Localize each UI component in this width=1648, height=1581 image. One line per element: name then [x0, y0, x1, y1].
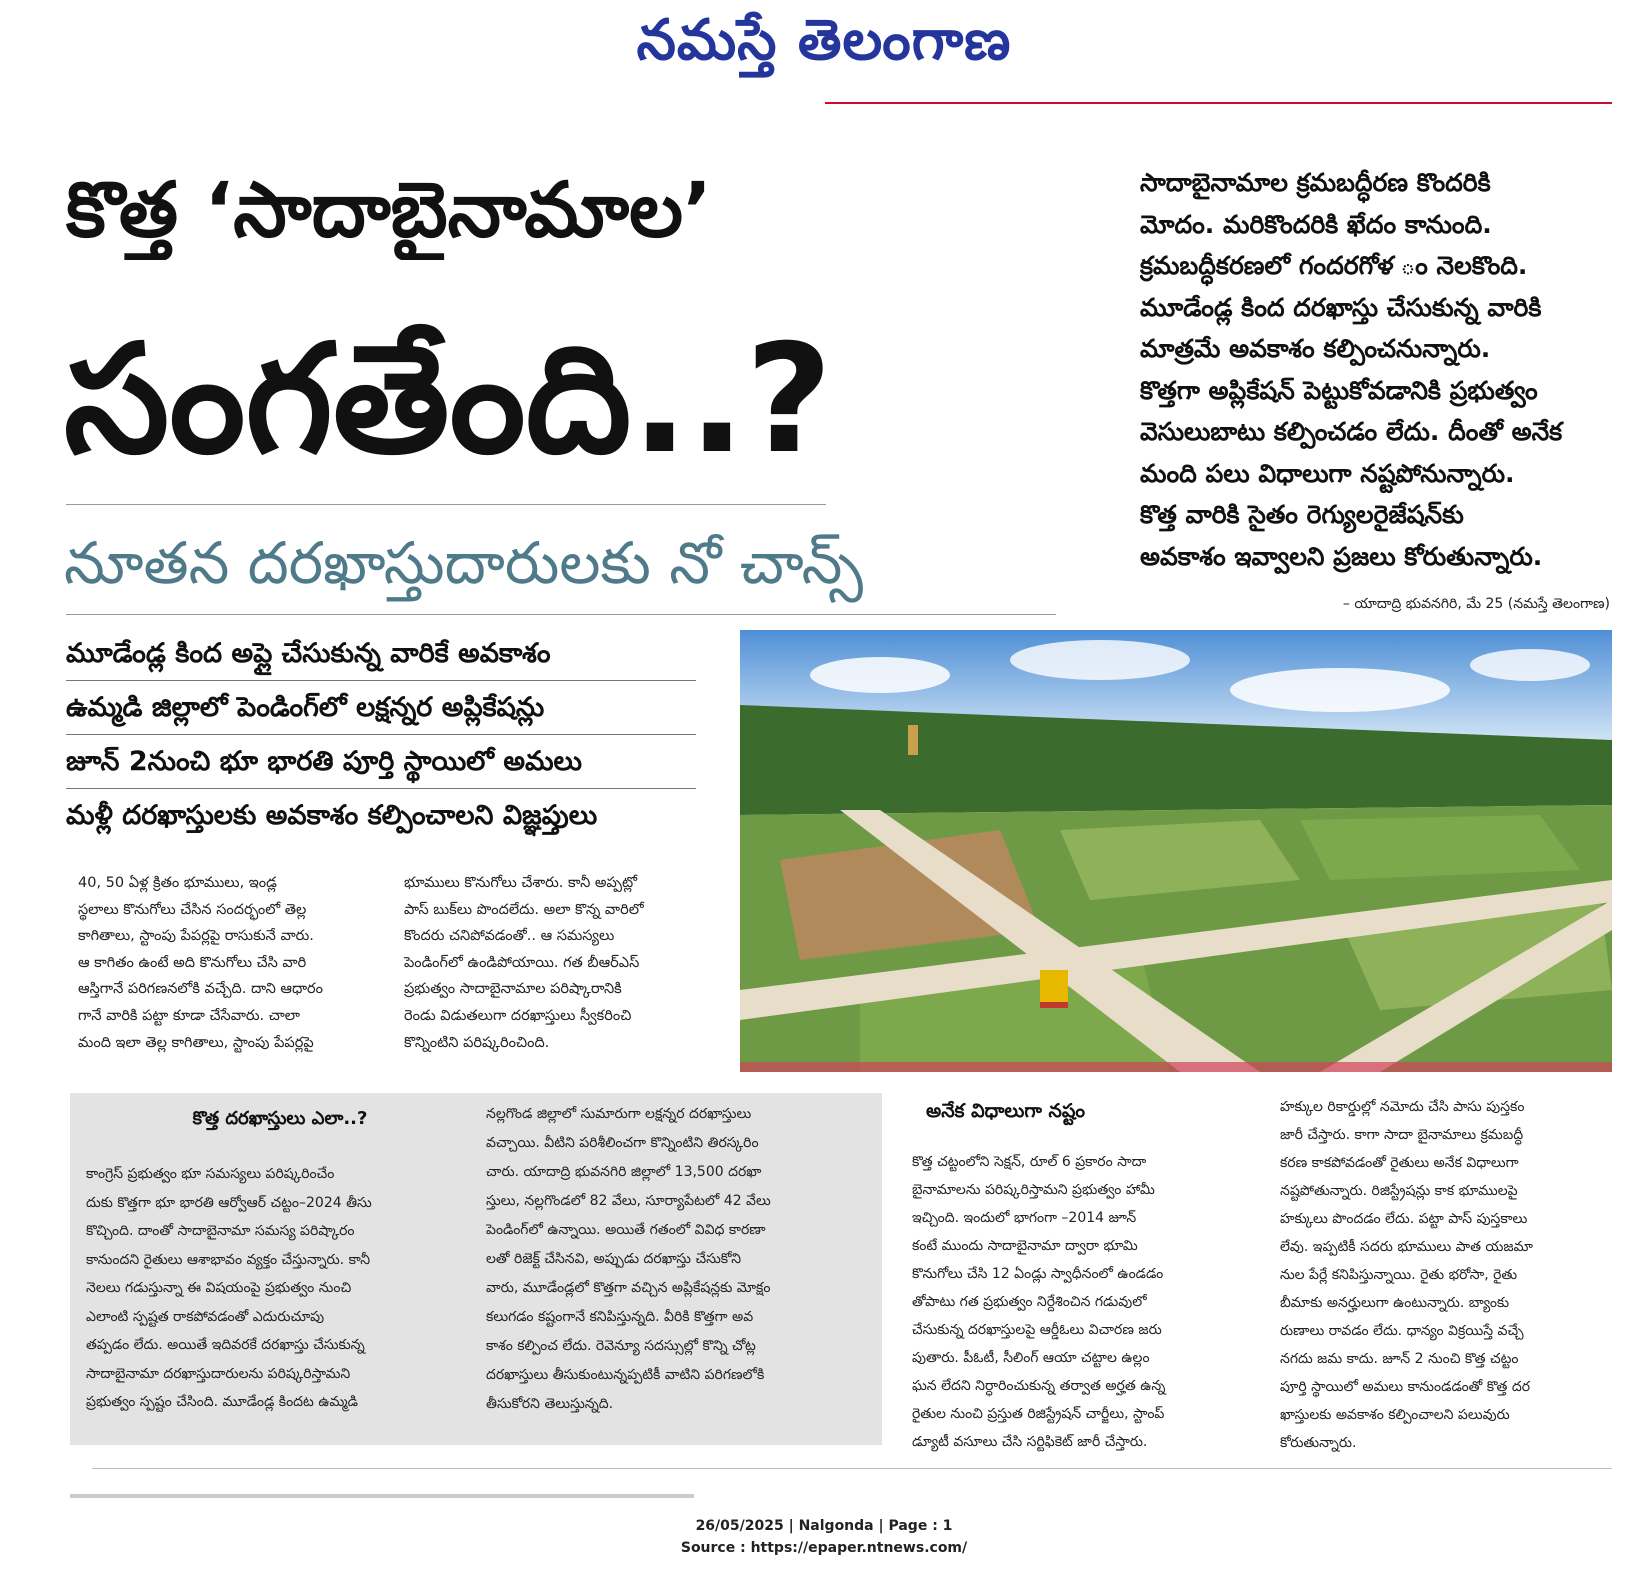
text-line: లతో రిజెక్ట్ చేసినవి, అప్పుడు దరఖాస్తు చేసుకోని — [486, 1251, 742, 1267]
divider — [92, 1468, 1612, 1469]
divider — [66, 614, 1056, 615]
text-line: ఖాస్తులకు అవకాశం కల్పించాలని పలువురు — [1280, 1407, 1510, 1423]
text-line: వారు, మూడేండ్లలో కొత్తగా వచ్చిన అప్లికేషన్లకు మోక్షం — [486, 1280, 771, 1296]
text-line: బీమాకు అనర్హులుగా ఉంటున్నారు. బ్యాంకు — [1280, 1295, 1510, 1311]
text-line: చారు. యాదాద్రి భువనగిరి జిల్లాలో 13,500 దరఖా — [486, 1164, 762, 1180]
text-line: రెండు విడుతలుగా దరఖాస్తులు స్వీకరించి — [404, 1007, 632, 1024]
text-line: కరణ కాకపోవడంతో రైతులు అనేక విధాలుగా — [1280, 1155, 1519, 1171]
intro-line: కొత్తగా అప్లికేషన్ పెట్టుకోవడానికి ప్రభుత్వం — [1140, 375, 1538, 405]
text-line: ఘన లేదని నిర్ధారించుకున్న తర్వాత అర్హత ఉన్న — [912, 1378, 1166, 1394]
headline-kicker: కొత్త ‘సాదాబైనామాల’ — [66, 165, 712, 254]
deck-line: జూన్ 2నుంచి భూ భారతి పూర్తి స్థాయిలో అమలు — [66, 736, 696, 789]
land-plots-photo — [740, 630, 1612, 1072]
text-line: హక్కుల రికార్డుల్లో నమోదు చేసి పాసు పుస్తకం — [1280, 1099, 1525, 1115]
text-line: హక్కులు పొందడం లేదు. పట్టా పాస్ పుస్తకాలు — [1280, 1211, 1528, 1227]
intro-line: అవకాశం ఇవ్వాలని ప్రజలు కోరుతున్నారు. — [1140, 541, 1543, 571]
text-line: చేసుకున్న దరఖాస్తులపై ఆర్డీఓలు విచారణ జరు — [912, 1322, 1162, 1338]
text-line: స్థలాలు కొనుగోలు చేసిన సందర్భంలో తెల్ల — [78, 901, 307, 918]
text-line: గానే వారికి పట్టా కూడా చేసేవారు. చాలా — [78, 1007, 300, 1024]
footer-source-link[interactable]: Source : https://epaper.ntnews.com/ — [680, 1540, 968, 1556]
text-line: నల్లగొండ జిల్లాలో సుమారుగా లక్షన్నర దరఖాస్తులు — [486, 1106, 752, 1122]
intro-line: మంది పలు విధాలుగా నష్టపోనున్నారు. — [1140, 458, 1515, 488]
text-line: భూములు కొనుగోలు చేశారు. కానీ అప్పట్లో — [404, 875, 638, 891]
intro-line: మోదం. మరికొందరికి ఖేదం కానుంది. — [1140, 209, 1492, 239]
intro-line: వెసులుబాటు కల్పించడం లేదు. దీంతో అనేక — [1140, 417, 1563, 446]
deck-line: మళ్లీ దరఖాస్తులకు అవకాశం కల్పించాలని విజ్ఞప్తులు — [66, 800, 598, 831]
headline: సంగతేంది..? — [64, 313, 833, 487]
text-line: డ్యూటీ వసూలు చేసి సర్టిఫికెట్ జారీ చేస్తారు. — [912, 1434, 1148, 1450]
dateline: – యాదాద్రి భువనగిరి, మే 25 (నమస్తే తెలంగాణ) — [1342, 596, 1610, 612]
side-column-1 — [912, 1148, 1252, 1456]
text-line: కొత్త చట్టంలోని సెక్షన్, రూల్ 6 ప్రకారం సాదా — [912, 1154, 1147, 1170]
text-line: సాదాబైనామా దరఖాస్తుదారులను పరిష్కరిస్తామని — [86, 1365, 351, 1382]
body-column-1 — [78, 870, 408, 1056]
intro-paragraph — [1140, 162, 1618, 577]
text-line: కొచ్చింది. దాంతో సాదాబైనామా సమస్య పరిష్కారం — [86, 1223, 355, 1239]
text-line: కంటే ముందు సాదాబైనామా ద్వారా భూమి — [912, 1238, 1138, 1254]
text-line: నష్టపోతున్నారు. రిజిస్ట్రేషన్లు కాక భూములపై — [1280, 1183, 1518, 1199]
deck-line: ఉమ్మడి జిల్లాలో పెండింగ్‌లో లక్షన్నర అప్లికేషన్లు — [66, 682, 696, 735]
text-line: పాస్ బుక్‌లు పొందలేదు. అలా కొన్న వారిలో — [404, 901, 644, 918]
text-line: ప్రభుత్వం సాదాబైనామాల పరిష్కారానికి — [404, 981, 622, 998]
text-line: కానుందని రైతులు ఆశాభావం వ్యక్తం చేస్తున్నారు. కానీ — [86, 1251, 371, 1268]
box-column-2 — [486, 1100, 870, 1419]
text-line: తీసుకోరని తెలుస్తున్నది. — [486, 1396, 614, 1412]
text-line: దుకు కొత్తగా భూ భారతి ఆర్వోఆర్ చట్టం–2024 తీసు — [86, 1194, 372, 1211]
text-line: జారీ చేస్తారు. కాగా సాదా బైనామాలు క్రమబద్ధీ — [1280, 1127, 1524, 1143]
text-line: రైతుల నుంచి ప్రస్తుత రిజిస్ట్రేషన్ చార్జీలు, స్టాంప్ — [912, 1406, 1165, 1422]
text-line: కోరుతున్నారు. — [1280, 1435, 1357, 1451]
intro-line: కొత్త వారికి సైతం రెగ్యులరైజేషన్‌కు — [1140, 500, 1464, 529]
text-line: ఎలాంటి స్పష్టత రాకపోవడంతో ఎదురుచూపు — [86, 1308, 325, 1325]
text-line: కాశం కల్పించ లేదు. రెవెన్యూ సదస్సుల్లో కొన్ని చోట్ల — [486, 1338, 756, 1354]
divider — [66, 504, 826, 505]
side-column-2 — [1280, 1093, 1612, 1457]
text-line: రుణాలు రావడం లేదు. ధాన్యం విక్రయిస్తే వచ్చే — [1280, 1323, 1524, 1339]
text-line: దరఖాస్తులు తీసుకుంటున్నప్పటికీ వాటిని పరిగణలోకి — [486, 1367, 765, 1383]
intro-line: మూడేండ్ల కింద దరఖాస్తు చేసుకున్న వారికి — [1140, 292, 1542, 322]
intro-line: మాత్రమే అవకాశం కల్పించనున్నారు. — [1140, 334, 1491, 363]
box-column-1 — [86, 1160, 462, 1417]
text-line: లేవు. ఇప్పటికీ సదరు భూములు పాత యజమా — [1280, 1239, 1533, 1255]
text-line: ఆ కాగితం ఉంటే అది కొనుగోలు చేసి వారి — [78, 954, 307, 971]
text-line: పెండింగ్‌లో ఉండిపోయాయి. గత బీఆర్‌ఎస్ — [404, 954, 640, 971]
text-line: స్తులు, నల్లగొండలో 82 వేలు, సూర్యాపేటలో 42 వేలు — [486, 1193, 771, 1209]
text-line: నగదు జమ కాదు. జూన్ 2 నుంచి కొత్త చట్టం — [1280, 1351, 1519, 1367]
text-line: ప్రభుత్వం స్పష్టం చేసింది. మూడేండ్ల కిందట ఉమ్మడి — [86, 1394, 358, 1410]
text-line: వచ్చాయి. వీటిని పరిశీలించగా కొన్నింటిని తిరస్కరిం — [486, 1135, 759, 1151]
text-line: పుతారు. పీఓటీ, సీలింగ్ ఆయా చట్టాల ఉల్లం — [912, 1350, 1150, 1366]
intro-line: క్రమబద్ధీకరణలో గందరగోళ ం నెలకొంది. — [1140, 251, 1528, 280]
text-line: ఇచ్చింది. ఇందులో భాగంగా –2014 జూన్ — [912, 1210, 1137, 1226]
subheadline: నూతన దరఖాస్తుదారులకు నో చాన్స్ — [64, 529, 864, 597]
text-line: తోపాటు గత ప్రభుత్వం నిర్దేశించిన గడువులో — [912, 1294, 1147, 1310]
text-line: కాంగ్రెస్ ప్రభుత్వం భూ సమస్యలు పరిష్కరించేం — [86, 1166, 335, 1182]
text-line: నెలలు గడుస్తున్నా ఈ విషయంపై ప్రభుత్వం నుంచి — [86, 1280, 352, 1296]
text-line: తప్పడం లేదు. అయితే ఇదివరకే దరఖాస్తు చేసుకున్న — [86, 1337, 365, 1353]
text-line: బైనామాలను పరిష్కరిస్తామని ప్రభుత్వం హామీ — [912, 1182, 1155, 1198]
text-line: కాగితాలు, స్టాంపు పేపర్లపై రాసుకునే వారు. — [78, 928, 314, 945]
footer-date-line: 26/05/2025 | Nalgonda | Page : 1 — [695, 1518, 953, 1534]
side-article-title: అనేక విధాలుగా నష్టం — [926, 1100, 1086, 1122]
text-line: పెండింగ్‌లో ఉన్నాయి. అయితే గతంలో వివిధ కారణా — [486, 1222, 766, 1238]
text-line: నుల పేర్లే కనిపిస్తున్నాయి. రైతు భరోసా, రైతు — [1280, 1267, 1518, 1283]
body-column-2 — [404, 870, 720, 1056]
text-line: కొనుగోలు చేసి 12 ఏండ్లు స్వాధీనంలో ఉండడం — [912, 1266, 1164, 1282]
text-line: 40, 50 ఏళ్ల క్రితం భూములు, ఇండ్ల — [78, 875, 277, 891]
text-line: పూర్తి స్థాయిలో అమలు కానుండడంతో కొత్త దర — [1280, 1379, 1531, 1395]
intro-line: సాదాబైనామాల క్రమబద్ధీరణ కొందరికి — [1140, 168, 1491, 197]
masthead-logo: నమస్తే తెలంగాణ — [636, 8, 1012, 73]
next-article-edge — [70, 1494, 694, 1498]
text-line: కలుగడం కష్టంగానే కనిపిస్తున్నది. వీరికి కొత్తగా అవ — [486, 1309, 754, 1325]
text-line: కొన్నింటిని పరిష్కరించింది. — [404, 1034, 550, 1051]
text-line: మంది ఇలా తెల్ల కాగితాలు, స్టాంపు పేపర్లపై — [78, 1034, 314, 1051]
deck-line: మూడేండ్ల కింద అప్లై చేసుకున్న వారికే అవకాశం — [66, 628, 696, 681]
text-line: కొందరు చనిపోవడంతో.. ఆ సమస్యలు — [404, 928, 615, 945]
masthead-rule — [825, 102, 1612, 104]
text-line: ఆస్తిగానే పరిగణనలోకి వచ్చేది. దాని ఆధారం — [78, 981, 324, 998]
box-title: కొత్త దరఖాస్తులు ఎలా..? — [192, 1108, 368, 1129]
